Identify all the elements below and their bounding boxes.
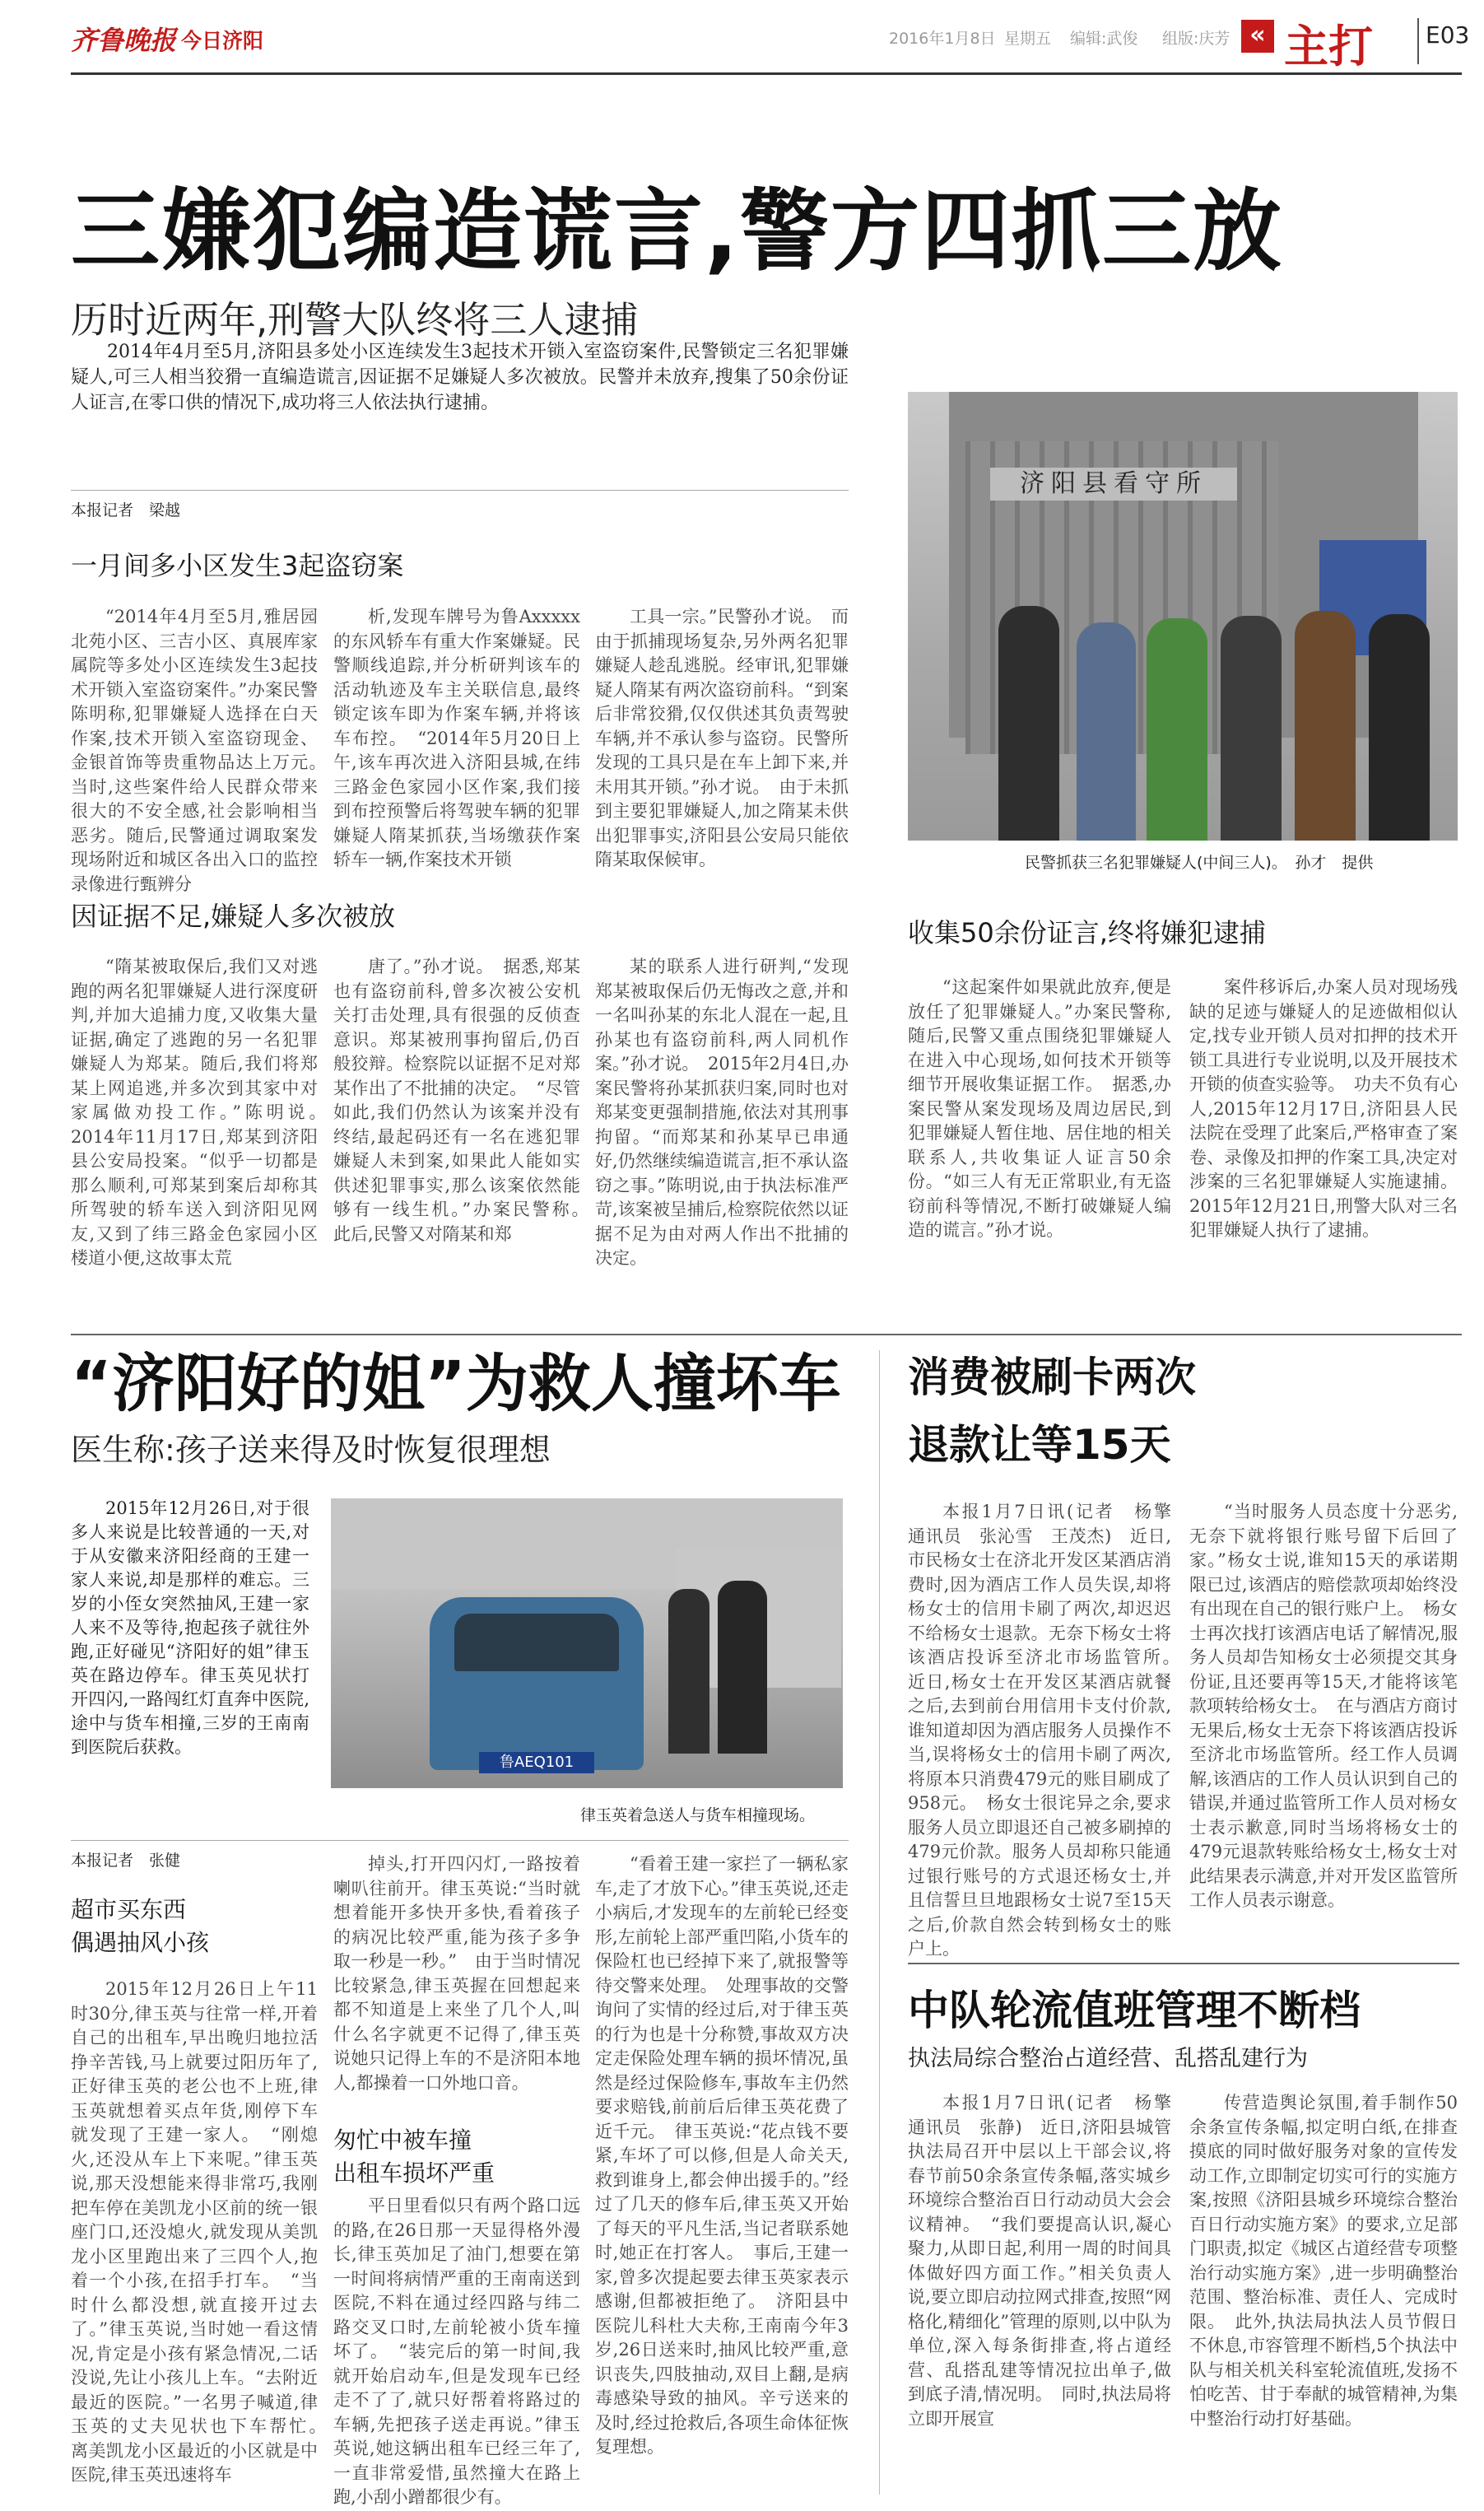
- story1-sec3-col2: 案件移诉后,办案人员对现场残缺的足迹与嫌疑人的足迹做相似认定,找专业开锁人员对扣押的技术开锁工具进行专业说明,以及开展技术开锁的侦查实验等。 功夫不负有心人,2015年12月17日,济阳县人民法院在受理了此案后,严格审查了案卷、录像及扣押的作案工具,决定对涉案的三名犯罪嫌疑人实施逮捕。2015年12月21日,刑警大队对三名犯罪嫌疑人执行了逮捕。: [1189, 977, 1458, 1240]
- story4-subhead: 执法局综合整治占道经营、乱搭乱建行为: [908, 2046, 1308, 2071]
- story3-col1: 本报1月7日讯(记者 杨擎 通讯员 张沁雪 王茂杰) 近日,市民杨女士在济北开发区某酒店消费时,因为酒店工作人员失误,却将杨女士的信用卡刷了两次,却迟迟不给杨女士退款。无奈下杨女士将该酒店投诉至济北市场监管所。 近日,杨女士在开发区某酒店就餐之后,去到前台用信用卡支付价款,谁知道却因为酒店服务人员操作不当,误将杨女士的信用卡刷了两次,将原本只消费479元的账目刷成了958元。 杨女士很诧异之余,要求服务人员立即退还自己被多刷掉的479元价款。服务人员却称只能通过银行账号的方式退还杨女士,并且信誓旦旦地跟杨女士说7至15天之后,价款自然会转到杨女士的账户上。: [908, 1502, 1189, 1959]
- story2-col2a: 掉头,打开四闪灯,一路按着喇叭往前开。律玉英说:“当时就想着能开多快开多快,看着孩子的病况比较严重,能为孩子多争取一秒是一秒。” 由于当时情况比较紧急,律玉英握在回想起来都不知道是上来坐了几个人,叫什么名字就更不记得了,律玉英说她只记得上车的不是济阳本地人,都操着一口外地口音。: [333, 1854, 580, 2093]
- story2-sec1-title: [71, 1894, 209, 1959]
- person-1: [998, 606, 1059, 841]
- story2-photo: [331, 1498, 843, 1788]
- story2-col2b: 平日里看似只有两个路口远的路,在26日那一天显得格外漫长,律玉英加足了油门,想要在第一时间将病情严重的王南南送到医院,不料在通过经四路与纬二路交叉口时,左前轮被小货车撞坏了。 “装完后的第一时间,我就开始启动车,但是发现车已经走不了了,就只好帮着将路过的车辆,先把孩子送走再说。”律玉英说,她这辆出租车已经三年了,一直非常爱惜,虽然撞大在路上跑,小刮小蹭都很少有。: [333, 2196, 580, 2507]
- column-name: 主打: [1284, 21, 1373, 72]
- story2-sec2-title: [333, 2124, 495, 2190]
- story1-sec2-title: 因证据不足,嫌疑人多次被放: [71, 901, 396, 932]
- story2-headline: “济阳好的姐”为救人撞坏车: [71, 1347, 841, 1420]
- story4-col2: 传营造舆论氛围,着手制作50余条宣传条幅,拟定明白纸,在排查摸底的同时做好服务对象的宣传发动工作,立即制定切实可行的实施方案,按照《济阳县城乡环境综合整治百日行动实施方案》的要求,立足部门职责,拟定《城区占道经营专项整治行动实施方案》,进一步明确整治范围、整治标准、责任人、完成时限。 此外,执法局执法人员节假日不休息,市容管理不断档,5个执法中队与相关机关科室轮流值班,发扬不怕吃苦、甘于奉献的城管精神,为集中整治行动打好基础。: [1189, 2093, 1458, 2429]
- taxi-license-plate: 鲁AEQ101: [479, 1752, 594, 1773]
- designer-credit: 组版:庆芳: [1162, 30, 1230, 48]
- masthead-divider: [1417, 18, 1419, 64]
- story1-byline: 本报记者 梁越: [71, 501, 181, 519]
- story1-sec1-col3: 工具一宗。”民警孙才说。 而由于抓捕现场复杂,另外两名犯罪嫌疑人趁乱逃脱。经审讯,犯罪嫌疑人隋某有两次盗窃前科。“到案后非常狡猾,仅仅供述其负责驾驶车辆,并不承认参与盗窃。民警所发现的工具只是在车上卸下来,并未用其开锁。”孙才说。 由于未抓到主要犯罪嫌疑人,加之隋某未供出犯罪事实,济阳县公安局只能依隋某取保候审。: [595, 607, 849, 869]
- column-marker-icon: «: [1241, 20, 1274, 53]
- person-4: [1221, 616, 1282, 841]
- story3-bottom-rule: [908, 1963, 1459, 1964]
- story1-sec2-col2: 唐了。”孙才说。 据悉,郑某也有盗窃前科,曾多次被公安机关打击处理,具有很强的反侦查意识。郑某被刑事拘留后,仍百般狡辩。检察院以证据不足对郑某作出了不批捕的决定。 “尽管如此,我们仍然认为该案并没有终结,最起码还有一名在逃犯罪嫌疑人未到案,如果此人能如实供述犯罪事实,那么该案依然能够有一线生机。”办案民警称。 此后,民警又对隋某和郑: [333, 957, 598, 1244]
- story2-lead: 2015年12月26日,对于很多人来说是比较普通的一天,对于从安徽来济阳经商的王建一家人来说,却是那样的难忘。三岁的小侄女突然抽风,王建一家人来不及等待,抱起孩子就往外跑,正好碰见“济阳好的姐”律玉英在路边停车。律玉英见状打开四闪,一路闯红灯直奔中医院,途中与货车相撞,三岁的王南南到医院后获救。: [71, 1498, 309, 1757]
- story1-sec3-col1: “这起案件如果就此放弃,便是放任了犯罪嫌疑人。”办案民警称,随后,民警又重点围绕犯罪嫌疑人在进入中心现场,如何技术开锁等细节开展收集证据工作。 据悉,办案民警从案发现场及周边居民,到犯罪嫌疑人暂住地、居住地的相关联系人,共收集证人证言50余份。“如三人有无正常职业,有无盗窃前科等情况,不断打破嫌疑人编造的谎言。”孙才说。: [908, 977, 1171, 1240]
- vertical-column-divider: [879, 1350, 880, 2495]
- section-name: 今日济阳: [181, 29, 264, 53]
- story1-subhead: 历时近两年,刑警大队终将三人逮捕: [71, 298, 639, 342]
- detention-center-sign: 济阳县看守所: [990, 468, 1237, 501]
- story2-sec2-title-line2: 出租车损坏严重: [333, 2159, 495, 2187]
- story3-headline-line2: 退款让等15天: [908, 1421, 1171, 1469]
- story1-sec1-title: 一月间多小区发生3起盗窃案: [71, 550, 404, 581]
- story2-sec1-title-line1: 超市买东西: [71, 1896, 187, 1923]
- person-5: [1295, 611, 1356, 841]
- story3-headline: [908, 1344, 1196, 1479]
- newspaper-logo: 齐鲁晚报: [71, 25, 177, 56]
- person-3: [1147, 618, 1207, 841]
- story1-byline-rule: [71, 490, 849, 491]
- story1-sec2-col1: “隋某被取保后,我们又对逃跑的两名犯罪嫌疑人进行深度研判,并加大追捕力度,又收集大量证据,确定了逃跑的另一名犯罪嫌疑人为郑某。随后,我们将郑某上网追逃,并多次到其家中对家属做劝投工作。”陈明说。 2014年11月17日,郑某到济阳县公安局投案。“似乎一切都是那么顺利,可郑某到案后却称其所驾驶的轿车送入到济阳见网友,又到了纬三路金色家园小区楼道小便,这故事太荒: [71, 957, 335, 1268]
- story1-headline: 三嫌犯编造谎言,警方四抓三放: [71, 180, 1284, 283]
- bystander-1: [668, 1589, 709, 1754]
- issue-date: 2016年1月8日: [889, 30, 996, 48]
- story1-sec2-col3: 某的联系人进行研判,“发现郑某被取保后仍无悔改之意,并和一名叫孙某的东北人混在一起,且孙某也有盗窃前科,两人同机作案。”孙才说。 2015年2月4日,办案民警将孙某抓获归案,同时也对郑某变更强制措施,依法对其刑事拘留。“而郑某和孙某早已串通好,仍然继续编造谎言,拒不承认盗窃之事。”陈明说,由于执法标准严苛,该案被呈捕后,检察院依然以证据不足为由对两人作出不批捕的决定。: [595, 957, 849, 1268]
- editor-credit: 编辑:武俊: [1070, 30, 1138, 48]
- story2-photo-caption: 律玉英着急送人与货车相撞现场。: [580, 1806, 816, 1824]
- issue-weekday: 星期五: [1004, 30, 1052, 48]
- story2-sec1-title-line2: 偶遇抽风小孩: [71, 1929, 210, 1956]
- story4-col1: 本报1月7日讯(记者 杨擎 通讯员 张静) 近日,济阳县城管执法局召开中层以上干部会议,将春节前50余条宣传条幅,落实城乡环境综合整治百日行动动员大会会议精神。 “我们要提高认识,凝心聚力,从即日起,利用一周的时间具体做好四方面工作。”相关负责人说,要立即启动拉网式排查,按照“网格化,精细化”管理的原则,以中队为单位,深入每条街排查,将占道经营、乱搭乱建等情况拉出单子,做到底子清,情况明。 同时,执法局将立即开展宣: [908, 2093, 1189, 2429]
- story3-col2: “当时服务人员态度十分恶劣,无奈下就将银行账号留下后回了家。”杨女士说,谁知15天的承诺期限已过,该酒店的赔偿款项却始终没有出现在自己的银行账户上。 杨女士再次找打该酒店电话了解情况,服务人员却告知杨女士必须提交其身份证,且还要再等15天,才能将该笔款项转给杨女士。 在与酒店方商讨无果后,杨女士无奈下将该酒店投诉至济北市场监管所。经工作人员调解,该酒店的工作人员认识到自己的错误,并通过监管所工作人员对杨女士表示歉意,同时当场将杨女士的479元退款转账给杨女士,杨女士对此结果表示满意,并对开发区监管所工作人员表示谢意。: [1189, 1502, 1458, 1910]
- story1-sec1-col1: “2014年4月至5月,雅居园北苑小区、三吉小区、真展库家属院等多处小区连续发生3起技术开锁入室盗窃案件。”办案民警陈明称,犯罪嫌疑人选择在白天作案,技术开锁入室盗窃现金、金银首饰等贵重物品达上万元。 当时,这些案件给人民群众带来很大的不安全感,社会影响相当恶劣。随后,民警通过调取案发现场附近和城区各出入口的监控录像进行甄辨分: [71, 607, 335, 894]
- person-2: [1077, 622, 1136, 841]
- story1-sec3-title: 收集50余份证言,终将嫌犯逮捕: [908, 917, 1266, 948]
- story1-photo-caption: 民警抓获三名犯罪嫌疑人(中间三人)。 孙才 提供: [1025, 854, 1374, 872]
- story2-byline: 本报记者 张健: [71, 1852, 181, 1870]
- story2-subhead: 医生称:孩子送来得及时恢复很理想: [71, 1432, 551, 1468]
- story2-col1: 2015年12月26日上午11时30分,律玉英与往常一样,开着自己的出租车,早出晚归地拉活挣辛苦钱,马上就要过阳历年了,正好律玉英的老公也不上班,律玉英就想着买点年货,刚停下车就发现了王建一家人。 “刚熄火,还没从车上下来呢。”律玉英说,那天没想能来得非常巧,我刚把车停在美凯龙小区前的统一银座门口,还没熄火,就发现从美凯龙小区里跑出来了三四个人,抱着一个小孩,在招手打车。 “当时什么都没想,就直接开过去了。”律玉英说,当时她一看这情况,肯定是小孩有紧急情况,二话没说,先让小孩儿上车。“去附近最近的医院。”一名男子喊道,律玉英的丈夫见状也下车帮忙。 离美凯龙小区最近的小区就是中医院,律玉英迅速将车: [71, 1979, 335, 2485]
- story2-col3: “看着王建一家拦了一辆私家车,走了才放下心。”律玉英说,还走小病后,才发现车的左前轮已经变形,左前轮上部严重凹陷,小货车的保险杠也已经掉下来了,就报警等待交警来处理。 处理事故的交警询问了实情的经过后,对于律玉英的行为也是十分称赞,事故双方决定走保险处理车辆的损坏情况,虽然是经过保险修车,事故车主仍然要求赔钱,前前后后律玉英花费了近千元。 律玉英说:“花点钱不要紧,车坏了可以修,但是人命关天,救到谁身上,都会伸出援手的。”经过了几天的修车后,律玉英又开始了每天的平凡生活,当记者联系她时,她正在打客人。 事后,王建一家,曾多次提起要去律玉英家表示感谢,但都被拒绝了。 济阳县中医院儿科杜大夫称,王南南今年3岁,26日送来时,抽风比较严重,意识丧失,四肢抽动,双目上翻,是病毒感染导致的抽风。辛亏送来的及时,经过抢救后,各项生命体征恢复理想。: [595, 1854, 849, 2457]
- page-number: E03: [1426, 21, 1470, 49]
- masthead: [0, 0, 1484, 74]
- story3-headline-line1: 消费被刷卡两次: [908, 1353, 1196, 1401]
- story4-headline: 中队轮流值班管理不断档: [908, 1987, 1361, 2034]
- masthead-rule: [71, 72, 1462, 75]
- story1-sec1-col2: 析,发现车牌号为鲁Axxxxx的东风轿车有重大作案嫌疑。民警顺线追踪,并分析研判该车的活动轨迹及车主关联信息,最终锁定该车即为作案车辆,并将该车布控。 “2014年5月20日上午,该车再次进入济阳县城,在纬三路金色家园小区作案,我们接到布控预警后将驾驶车辆的犯罪嫌疑人隋某抓获,当场缴获作案轿车一辆,作案技术开锁: [333, 607, 580, 869]
- taxi-windshield: [454, 1614, 619, 1671]
- bystander-2: [718, 1581, 767, 1754]
- story1-photo: [908, 392, 1458, 841]
- story2-sec2-title-line1: 匆忙中被车撞: [333, 2127, 472, 2154]
- person-6: [1369, 614, 1430, 841]
- story2-byline-rule: [71, 1840, 849, 1841]
- story1-lead: 2014年4月至5月,济阳县多处小区连续发生3起技术开锁入室盗窃案件,民警锁定三名犯罪嫌疑人,可三人相当狡猾一直编造谎言,因证据不足嫌疑人多次被放。民警并未放弃,搜集了50余份证人证言,在零口供的情况下,成功将三人依法执行逮捕。: [71, 342, 849, 413]
